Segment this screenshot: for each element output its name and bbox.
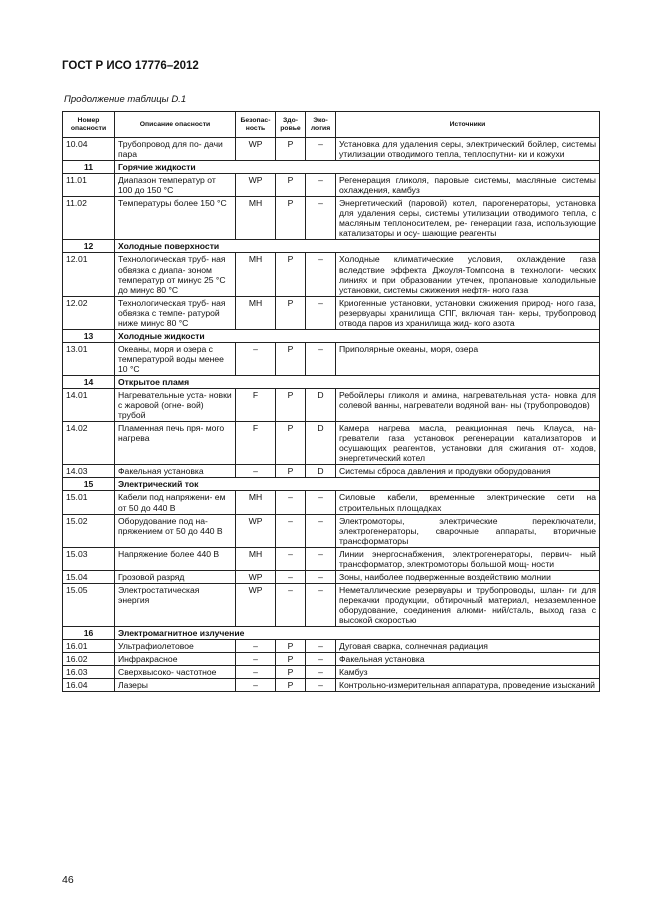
sources-cell: Линии энергоснабжения, электрогенераторы, первич- ный трансформатор, электромоторы большой мощ- ности [336, 547, 600, 570]
hazard-number: 10.04 [63, 138, 115, 161]
ecology-cell: D [306, 389, 336, 422]
hazard-number: 11.02 [63, 197, 115, 240]
hazard-number: 15.05 [63, 583, 115, 626]
hazard-description: Оборудование под на- пряжением от 50 до 440 В [115, 514, 236, 547]
section-title: Горячие жидкости [115, 161, 600, 174]
health-cell: P [276, 679, 306, 692]
table-row [63, 197, 600, 240]
ecology-cell: – [306, 679, 336, 692]
section-row [63, 478, 600, 491]
safety-cell: MH [236, 491, 276, 514]
health-cell: P [276, 465, 306, 478]
sources-cell: Неметаллические резервуары и трубопроводы, шлан- ги для перекачки продукции, обтирочный материал, незаземленное оборудование, соединения алюми- ний/сталь, выход газа с высокой скоростью [336, 583, 600, 626]
safety-cell: WP [236, 514, 276, 547]
ecology-cell: – [306, 666, 336, 679]
column-header: Безопас- ность [236, 112, 276, 138]
hazard-number: 15.03 [63, 547, 115, 570]
table-row [63, 296, 600, 329]
health-cell: P [276, 422, 306, 465]
section-title: Холодные поверхности [115, 240, 600, 253]
ecology-cell: – [306, 547, 336, 570]
hazard-description: Кабели под напряжени- ем от 50 до 440 В [115, 491, 236, 514]
hazard-table [62, 111, 600, 692]
column-header: Здо- ровье [276, 112, 306, 138]
hazard-description: Пламенная печь пря- мого нагрева [115, 422, 236, 465]
health-cell: P [276, 138, 306, 161]
hazard-number: 15.02 [63, 514, 115, 547]
safety-cell: MH [236, 197, 276, 240]
hazard-number: 16.04 [63, 679, 115, 692]
sources-cell: Холодные климатические условия, охлаждение газа вследствие эффекта Джоуля-Томпсона в технологи- ческих линиях и при образовании утечек, пропановые холодильные установки, системы сжижения нефтя- ного газа [336, 253, 600, 296]
hazard-number: 14.01 [63, 389, 115, 422]
table-row [63, 514, 600, 547]
table-row [63, 138, 600, 161]
ecology-cell: – [306, 342, 336, 375]
hazard-number: 12.01 [63, 253, 115, 296]
hazard-description: Океаны, моря и озера с температурой воды менее 10 °С [115, 342, 236, 375]
hazard-description: Грозовой разряд [115, 570, 236, 583]
section-number: 14 [63, 375, 115, 388]
ecology-cell: – [306, 253, 336, 296]
health-cell: P [276, 640, 306, 653]
table-row [63, 491, 600, 514]
hazard-description: Факельная установка [115, 465, 236, 478]
section-title: Открытое пламя [115, 375, 600, 388]
section-title: Электромагнитное излучение [115, 627, 600, 640]
sources-cell: Криогенные установки, установки сжижения природ- ного газа, резервуары хранилища СПГ, включая тан- керы, трубопровод отвода паров из хранилища жид- кого азота [336, 296, 600, 329]
hazard-description: Температуры более 150 °С [115, 197, 236, 240]
ecology-cell: – [306, 640, 336, 653]
health-cell: P [276, 389, 306, 422]
table-row [63, 342, 600, 375]
section-row [63, 375, 600, 388]
health-cell: – [276, 583, 306, 626]
hazard-number: 15.04 [63, 570, 115, 583]
table-row [63, 679, 600, 692]
section-number: 16 [63, 627, 115, 640]
safety-cell: MH [236, 296, 276, 329]
safety-cell: F [236, 389, 276, 422]
sources-cell: Электромоторы, электрические переключатели, электрогенераторы, сварочные аппараты, вторичные трансформаторы [336, 514, 600, 547]
safety-cell: F [236, 422, 276, 465]
sources-cell: Контрольно-измерительная аппаратура, проведение изысканий [336, 679, 600, 692]
ecology-cell: – [306, 491, 336, 514]
safety-cell: – [236, 465, 276, 478]
hazard-description: Электростатическая энергия [115, 583, 236, 626]
section-number: 11 [63, 161, 115, 174]
ecology-cell: – [306, 583, 336, 626]
ecology-cell: – [306, 138, 336, 161]
column-header: Эко- логия [306, 112, 336, 138]
sources-cell: Факельная установка [336, 653, 600, 666]
ecology-cell: – [306, 653, 336, 666]
safety-cell: – [236, 640, 276, 653]
sources-cell: Силовые кабели, временные электрические сети на строительных площадках [336, 491, 600, 514]
section-row [63, 627, 600, 640]
health-cell: – [276, 547, 306, 570]
section-row [63, 329, 600, 342]
hazard-description: Технологическая труб- ная обвязка с диапа- зоном температур от минус 25 °С до минус 80 °С [115, 253, 236, 296]
table-row [63, 570, 600, 583]
sources-cell: Регенерация гликоля, паровые системы, масляные системы охлаждения, камбуз [336, 174, 600, 197]
health-cell: – [276, 514, 306, 547]
sources-cell: Ребойлеры гликоля и амина, нагревательная уста- новка для солевой ванны, нагреватели водяной ван- ны (трубопроводов) [336, 389, 600, 422]
table-header-row [63, 112, 600, 138]
sources-cell: Системы сброса давления и продувки оборудования [336, 465, 600, 478]
table-row [63, 465, 600, 478]
hazard-number: 14.03 [63, 465, 115, 478]
hazard-number: 16.02 [63, 653, 115, 666]
hazard-number: 14.02 [63, 422, 115, 465]
table-row [63, 422, 600, 465]
document-header: ГОСТ Р ИСО 17776–2012 [62, 60, 199, 72]
hazard-number: 15.01 [63, 491, 115, 514]
health-cell: P [276, 253, 306, 296]
hazard-number: 16.03 [63, 666, 115, 679]
hazard-description: Диапазон температур от 100 до 150 °С [115, 174, 236, 197]
health-cell: P [276, 174, 306, 197]
safety-cell: – [236, 653, 276, 666]
health-cell: P [276, 197, 306, 240]
safety-cell: WP [236, 570, 276, 583]
safety-cell: – [236, 679, 276, 692]
hazard-number: 11.01 [63, 174, 115, 197]
hazard-description: Технологическая труб- ная обвязка с темпе- ратурой ниже минус 80 °С [115, 296, 236, 329]
ecology-cell: – [306, 570, 336, 583]
safety-cell: – [236, 666, 276, 679]
health-cell: P [276, 653, 306, 666]
column-header: Источники [336, 112, 600, 138]
section-row [63, 161, 600, 174]
hazard-description: Инфракрасное [115, 653, 236, 666]
table-body [63, 138, 600, 692]
health-cell: P [276, 296, 306, 329]
sources-cell: Установка для удаления серы, электрический бойлер, системы утилизации отводимого тепла, теплоспутни- ки и кожухи [336, 138, 600, 161]
column-header: Номер опасности [63, 112, 115, 138]
sources-cell: Приполярные океаны, моря, озера [336, 342, 600, 375]
page-number: 46 [62, 874, 74, 886]
safety-cell: MH [236, 253, 276, 296]
table-row [63, 253, 600, 296]
safety-cell: WP [236, 138, 276, 161]
section-number: 12 [63, 240, 115, 253]
table-row [63, 666, 600, 679]
safety-cell: WP [236, 583, 276, 626]
section-title: Электрический ток [115, 478, 600, 491]
health-cell: – [276, 491, 306, 514]
table-row [63, 640, 600, 653]
ecology-cell: – [306, 296, 336, 329]
table-row [63, 547, 600, 570]
health-cell: P [276, 666, 306, 679]
health-cell: P [276, 342, 306, 375]
sources-cell: Зоны, наиболее подверженные воздействию молнии [336, 570, 600, 583]
hazard-number: 16.01 [63, 640, 115, 653]
hazard-description: Напряжение более 440 В [115, 547, 236, 570]
safety-cell: – [236, 342, 276, 375]
section-row [63, 240, 600, 253]
sources-cell: Камера нагрева масла, реакционная печь Клауса, на- греватели газа установок регенерации катализаторов и осушающих реагентов, установки для сжигания от- ходов, энергетический котел [336, 422, 600, 465]
table-caption: Продолжение таблицы D.1 [64, 94, 187, 105]
section-title: Холодные жидкости [115, 329, 600, 342]
ecology-cell: – [306, 174, 336, 197]
column-header: Описание опасности [115, 112, 236, 138]
sources-cell: Энергетический (паровой) котел, парогенераторы, установка для удаления серы, системы утилизации отводимого тепла, с масляным теплоносителем, ре- генерации газа, использующие катализаторы и осу- шающие реагенты [336, 197, 600, 240]
hazard-description: Сверхвысоко- частотное [115, 666, 236, 679]
sources-cell: Дуговая сварка, солнечная радиация [336, 640, 600, 653]
ecology-cell: – [306, 514, 336, 547]
ecology-cell: – [306, 197, 336, 240]
hazard-description: Нагревательные уста- новки с жаровой (огне- вой) трубой [115, 389, 236, 422]
hazard-number: 13.01 [63, 342, 115, 375]
table-row [63, 389, 600, 422]
hazard-description: Лазеры [115, 679, 236, 692]
safety-cell: WP [236, 174, 276, 197]
hazard-description: Трубопровод для по- дачи пара [115, 138, 236, 161]
safety-cell: MH [236, 547, 276, 570]
table-row [63, 583, 600, 626]
table-row [63, 653, 600, 666]
ecology-cell: D [306, 465, 336, 478]
section-number: 15 [63, 478, 115, 491]
health-cell: – [276, 570, 306, 583]
section-number: 13 [63, 329, 115, 342]
table-row [63, 174, 600, 197]
sources-cell: Камбуз [336, 666, 600, 679]
ecology-cell: D [306, 422, 336, 465]
hazard-description: Ультрафиолетовое [115, 640, 236, 653]
hazard-number: 12.02 [63, 296, 115, 329]
